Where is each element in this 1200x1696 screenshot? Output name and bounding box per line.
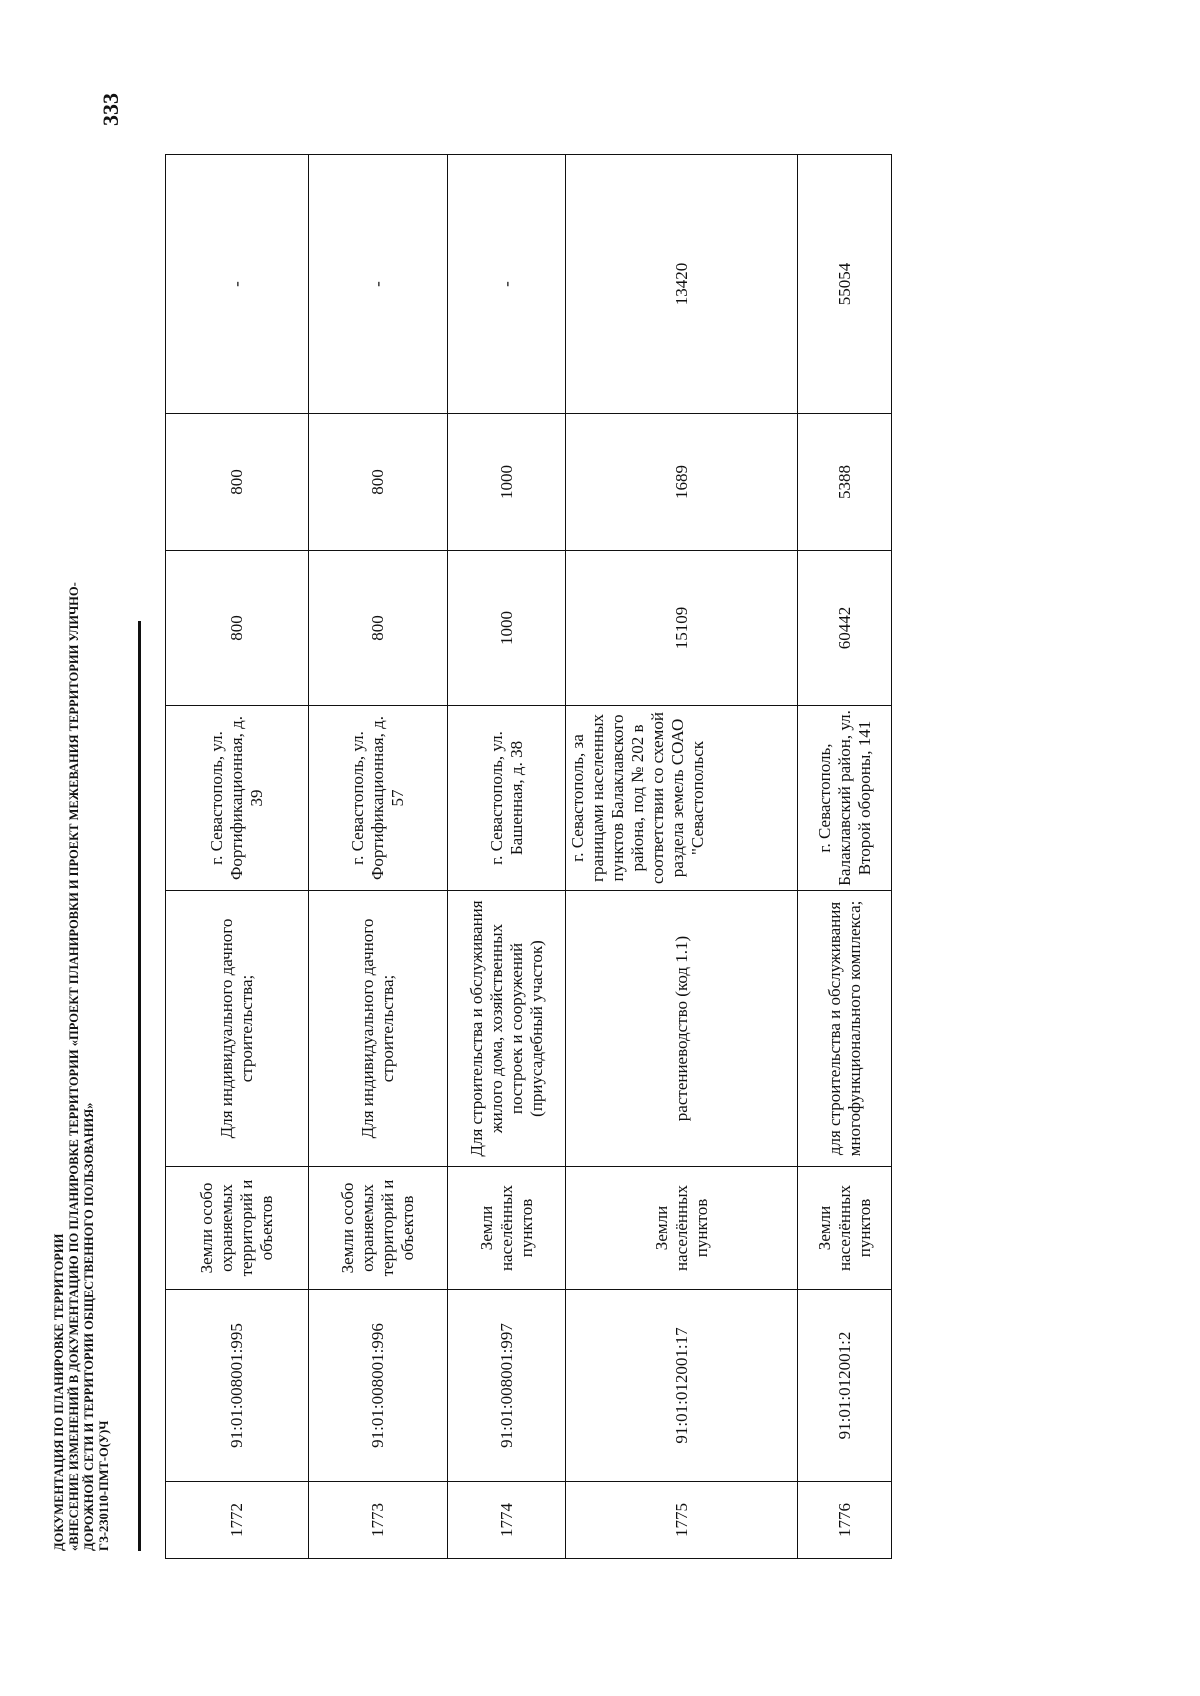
address: г. Севастополь, ул. Башенная, д. 38 [448,706,566,891]
address: г. Севастополь, ул. Фортификационная, д. 39 [166,706,309,891]
header-line-3: ДОРОЖНОЙ СЕТИ И ТЕРРИТОРИИ ОБЩЕСТВЕННОГО ПОЛЬЗОВАНИЯ» [82,1102,96,1551]
land-category: Земли населённых пунктов [448,1167,566,1290]
permitted-use: Для индивидуального дачного строительства; [166,891,309,1167]
land-plots-table [165,154,892,1559]
area-total: 800 [166,551,309,706]
area-total: 15109 [566,551,798,706]
area-part: 1689 [566,414,798,551]
land-category: Земли населённых пунктов [798,1167,892,1290]
land-category: Земли особо охраняемых территорий и объектов [166,1167,309,1290]
page-number: 333 [98,93,123,126]
table-row [448,155,566,1559]
permitted-use: растениеводство (код 1.1) [566,891,798,1167]
address: г. Севастополь, за границами населенных пунктов Балаклавского района, под № 202 в соответствии со схемой раздела земель СОАО "Севастопольск [566,706,798,891]
header-line-1: ДОКУМЕНТАЦИЯ ПО ПЛАНИРОВКЕ ТЕРРИТОРИИ [52,1233,66,1551]
cadastral-number: 91:01:008001:996 [309,1290,448,1482]
document-header [52,351,112,1551]
table-row [309,155,448,1559]
table-row [798,155,892,1559]
cadastral-number: 91:01:008001:997 [448,1290,566,1482]
header-line-2: «ВНЕСЕНИЕ ИЗМЕНЕНИЙ В ДОКУМЕНТАЦИЮ ПО ПЛАНИРОВКЕ ТЕРРИТОРИИ «ПРОЕКТ ПЛАНИРОВКИ И ПРОЕКТ МЕЖЕВАНИЯ ТЕРРИТОРИИ УЛИЧНО- [67,582,81,1551]
address: г. Севастополь, Балаклавский район, ул. Второй обороны, 141 [798,706,892,891]
permitted-use: Для индивидуального дачного строительства; [309,891,448,1167]
area-remaining: - [448,155,566,414]
permitted-use: Для строительства и обслуживания жилого дома, хозяйственных построек и сооружений (приусадебный участок) [448,891,566,1167]
area-remaining: - [309,155,448,414]
area-part: 5388 [798,414,892,551]
permitted-use: для строительства и обслуживания многофункционального комплекса; [798,891,892,1167]
row-number: 1774 [448,1482,566,1559]
cadastral-number: 91:01:008001:995 [166,1290,309,1482]
area-remaining: 13420 [566,155,798,414]
area-part: 1000 [448,414,566,551]
area-total: 1000 [448,551,566,706]
area-part: 800 [309,414,448,551]
area-total: 60442 [798,551,892,706]
area-remaining: - [166,155,309,414]
land-category: Земли особо охраняемых территорий и объектов [309,1167,448,1290]
header-line-4: ГЗ-230110-ПМТ-О(У)Ч [97,1420,111,1551]
area-total: 800 [309,551,448,706]
area-remaining: 55054 [798,155,892,414]
address: г. Севастополь, ул. Фортификационная, д. 57 [309,706,448,891]
row-number: 1776 [798,1482,892,1559]
land-category: Земли населённых пунктов [566,1167,798,1290]
header-divider [138,621,141,1551]
row-number: 1775 [566,1482,798,1559]
table-row [566,155,798,1559]
table-row [166,155,309,1559]
area-part: 800 [166,414,309,551]
cadastral-number: 91:01:012001:17 [566,1290,798,1482]
row-number: 1773 [309,1482,448,1559]
cadastral-number: 91:01:012001:2 [798,1290,892,1482]
row-number: 1772 [166,1482,309,1559]
